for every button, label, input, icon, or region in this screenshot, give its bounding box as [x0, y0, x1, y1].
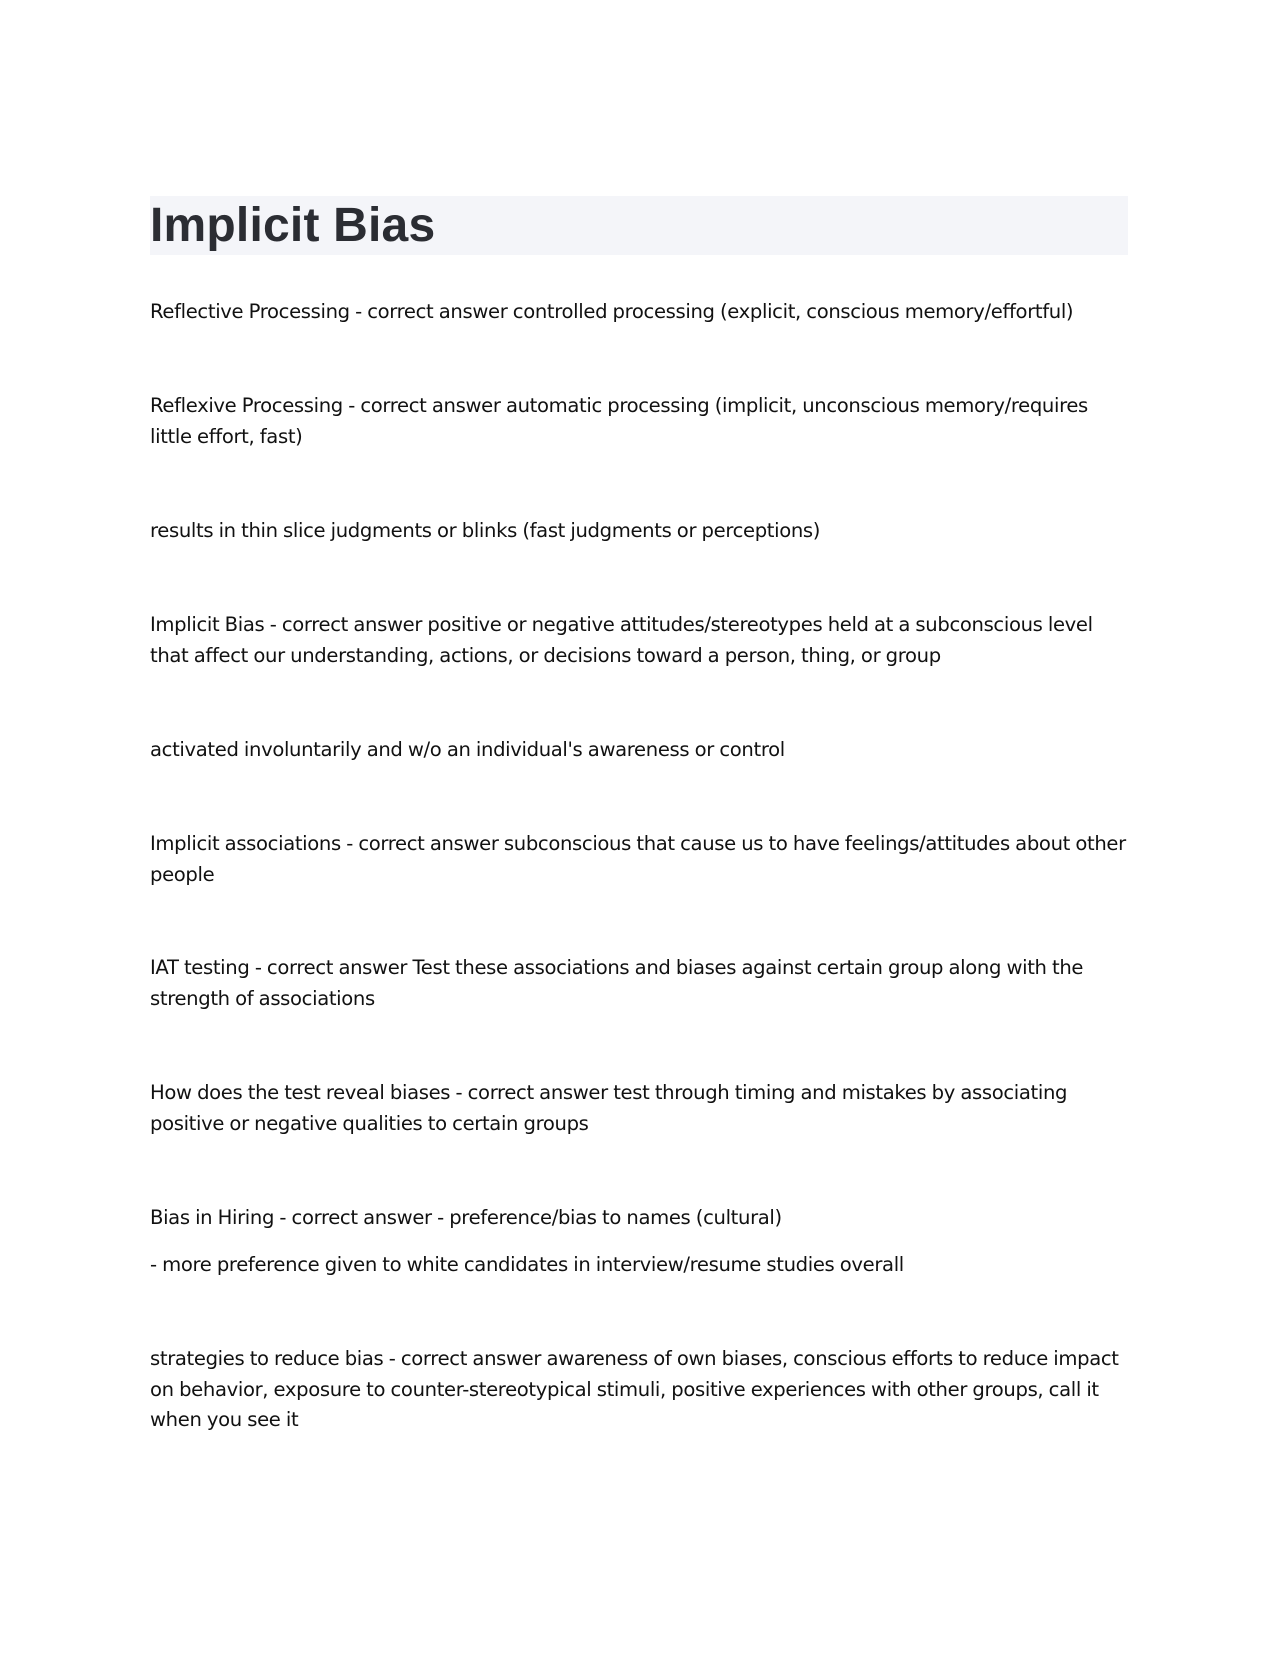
paragraph-thin-slice: results in thin slice judgments or blinks (fast judgments or perceptions): [150, 519, 821, 542]
paragraph-hiring-preference: - more preference given to white candidates in interview/resume studies overall: [150, 1253, 904, 1276]
paragraph-test-reveal-biases: How does the test reveal biases - correct answer test through timing and mistakes by associating positive or negative qualities to certain groups: [150, 1081, 1068, 1135]
document-page: [150, 196, 1130, 255]
paragraph-implicit-associations: Implicit associations - correct answer subconscious that cause us to have feelings/attitudes about other people: [150, 832, 1126, 886]
paragraph-reflexive-processing: Reflexive Processing - correct answer automatic processing (implicit, unconscious memory/requires little effort, fast): [150, 394, 1088, 448]
paragraph-implicit-bias: Implicit Bias - correct answer positive or negative attitudes/stereotypes held at a subconscious level that affect our understanding, actions, or decisions toward a person, thing, or group: [150, 613, 1093, 667]
title-band: [150, 196, 1128, 255]
paragraph-iat-testing: IAT testing - correct answer Test these associations and biases against certain group along with the strength of associations: [150, 956, 1084, 1010]
paragraph-reflective-processing: Reflective Processing - correct answer controlled processing (explicit, conscious memory/effortful): [150, 300, 1074, 323]
paragraph-bias-in-hiring: Bias in Hiring - correct answer - preference/bias to names (cultural): [150, 1206, 782, 1229]
paragraph-activated-involuntarily: activated involuntarily and w/o an individual's awareness or control: [150, 738, 785, 761]
page-title: Implicit Bias: [150, 199, 436, 252]
paragraph-strategies-reduce-bias: strategies to reduce bias - correct answer awareness of own biases, conscious efforts to reduce impact on behavior, exposure to counter-stereotypical stimuli, positive experiences with other groups, call it when you see it: [150, 1347, 1119, 1431]
